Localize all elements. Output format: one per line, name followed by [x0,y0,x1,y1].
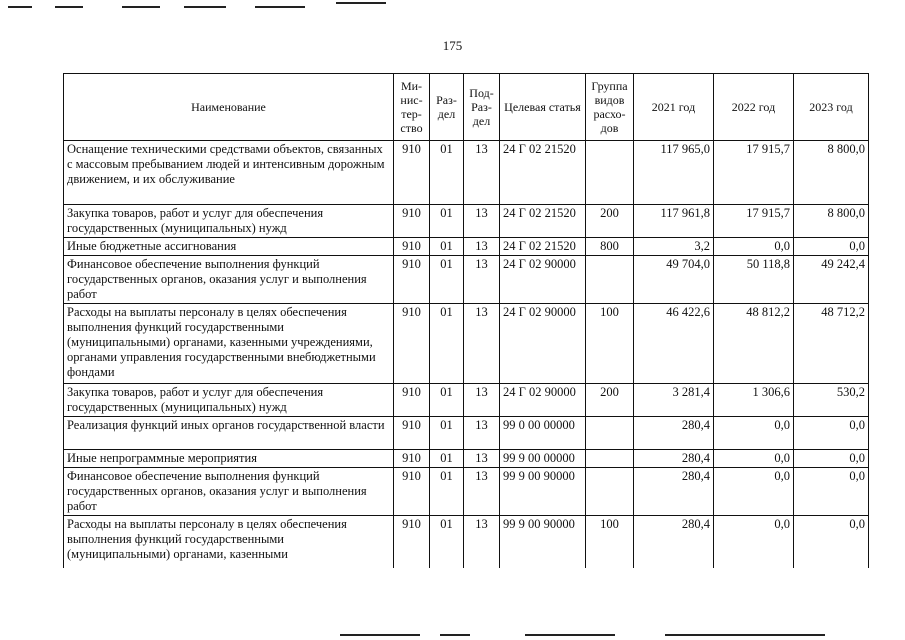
table-row [64,304,869,384]
row-group [586,141,634,205]
row-subsection: 13 [464,141,500,205]
table-row [64,141,869,205]
row-name: Оснащение техническими средствами объектов, связанных с массовым пребыванием людей и интенсивным дорожным движением, и их обслуживание [64,141,394,205]
row-2022: 0,0 [714,417,794,450]
row-ministry: 910 [394,238,430,256]
row-target: 99 9 00 90000 [500,468,586,516]
row-name: Финансовое обеспечение выполнения функций государственных органов, оказания услуг и выполнения работ [64,256,394,304]
column-header-2021: 2021 год [634,74,714,141]
row-name: Иные непрограммные мероприятия [64,450,394,468]
row-name: Закупка товаров, работ и услуг для обеспечения государственных (муниципальных) нужд [64,384,394,417]
scan-edge-line [255,6,305,8]
row-name: Закупка товаров, работ и услуг для обеспечения государственных (муниципальных) нужд [64,205,394,238]
row-ministry: 910 [394,141,430,205]
budget-table [63,73,869,568]
scan-edge-line [336,2,386,4]
table-row [64,384,869,417]
row-2023: 0,0 [794,238,869,256]
row-group [586,417,634,450]
scan-edge-line [122,6,160,8]
row-ministry: 910 [394,205,430,238]
scan-edge-line [665,634,825,636]
row-group: 100 [586,304,634,384]
column-header-2023: 2023 год [794,74,869,141]
row-2023: 0,0 [794,516,869,568]
row-name: Расходы на выплаты персоналу в целях обеспечения выполнения функций государственными (муниципальными) органами, казенными [64,516,394,568]
row-section: 01 [430,141,464,205]
table-row [64,417,869,450]
row-name: Расходы на выплаты персоналу в целях обеспечения выполнения функций государственными (муниципальными) органами, казенными учреждениями, органами управления государственными внебюджетными фондами [64,304,394,384]
column-header-name: Наименование [64,74,394,141]
row-2022: 0,0 [714,468,794,516]
row-section: 01 [430,468,464,516]
row-2021: 3,2 [634,238,714,256]
row-subsection: 13 [464,450,500,468]
row-2022: 1 306,6 [714,384,794,417]
table-row [64,238,869,256]
row-2022: 0,0 [714,450,794,468]
row-group [586,256,634,304]
row-2022: 17 915,7 [714,141,794,205]
row-2023: 48 712,2 [794,304,869,384]
row-target: 24 Г 02 21520 [500,205,586,238]
row-subsection: 13 [464,256,500,304]
row-2022: 17 915,7 [714,205,794,238]
row-subsection: 13 [464,417,500,450]
row-section: 01 [430,238,464,256]
row-subsection: 13 [464,384,500,417]
row-ministry: 910 [394,384,430,417]
row-2023: 8 800,0 [794,141,869,205]
row-subsection: 13 [464,205,500,238]
scan-edge-line [440,634,470,636]
scan-edge-line [184,6,226,8]
page-number: 175 [442,38,463,53]
row-2021: 280,4 [634,516,714,568]
row-section: 01 [430,516,464,568]
row-ministry: 910 [394,417,430,450]
row-subsection: 13 [464,304,500,384]
row-section: 01 [430,256,464,304]
column-header-ministry: Ми-нис-тер-ство [394,74,430,141]
row-section: 01 [430,450,464,468]
row-subsection: 13 [464,516,500,568]
row-group: 100 [586,516,634,568]
row-subsection: 13 [464,468,500,516]
column-header-group: Группа видов расхо-дов [586,74,634,141]
row-2021: 49 704,0 [634,256,714,304]
row-ministry: 910 [394,468,430,516]
row-2023: 530,2 [794,384,869,417]
column-header-section: Раз-дел [430,74,464,141]
column-header-2022: 2022 год [714,74,794,141]
row-2023: 0,0 [794,450,869,468]
row-section: 01 [430,205,464,238]
column-header-target: Целевая статья [500,74,586,141]
row-2022: 50 118,8 [714,256,794,304]
row-target: 99 9 00 00000 [500,450,586,468]
row-2023: 8 800,0 [794,205,869,238]
row-2022: 48 812,2 [714,304,794,384]
row-target: 24 Г 02 90000 [500,256,586,304]
row-ministry: 910 [394,304,430,384]
row-2022: 0,0 [714,516,794,568]
row-target: 24 Г 02 21520 [500,141,586,205]
row-name: Финансовое обеспечение выполнения функций государственных органов, оказания услуг и выполнения работ [64,468,394,516]
row-2021: 3 281,4 [634,384,714,417]
row-name: Иные бюджетные ассигнования [64,238,394,256]
row-ministry: 910 [394,450,430,468]
scan-edge-line [8,6,32,8]
row-group [586,468,634,516]
row-section: 01 [430,417,464,450]
row-group: 800 [586,238,634,256]
scan-edge-line [55,6,83,8]
row-group [586,450,634,468]
row-2022: 0,0 [714,238,794,256]
row-2021: 280,4 [634,468,714,516]
table-row [64,205,869,238]
table-row [64,516,869,568]
row-2021: 280,4 [634,450,714,468]
row-section: 01 [430,384,464,417]
row-target: 24 Г 02 90000 [500,304,586,384]
scan-edge-line [340,634,420,636]
row-name: Реализация функций иных органов государственной власти [64,417,394,450]
row-target: 24 Г 02 21520 [500,238,586,256]
row-2021: 280,4 [634,417,714,450]
row-target: 24 Г 02 90000 [500,384,586,417]
table-row [64,256,869,304]
row-target: 99 9 00 90000 [500,516,586,568]
column-header-subsection: Под-Раз-дел [464,74,500,141]
row-2021: 117 965,0 [634,141,714,205]
row-2023: 0,0 [794,468,869,516]
row-2023: 0,0 [794,417,869,450]
scan-edge-line [525,634,615,636]
row-group: 200 [586,205,634,238]
row-2023: 49 242,4 [794,256,869,304]
row-2021: 46 422,6 [634,304,714,384]
row-ministry: 910 [394,256,430,304]
row-group: 200 [586,384,634,417]
table-header-row [64,74,869,141]
row-ministry: 910 [394,516,430,568]
table-row [64,468,869,516]
row-2021: 117 961,8 [634,205,714,238]
row-target: 99 0 00 00000 [500,417,586,450]
row-section: 01 [430,304,464,384]
row-subsection: 13 [464,238,500,256]
table-row [64,450,869,468]
